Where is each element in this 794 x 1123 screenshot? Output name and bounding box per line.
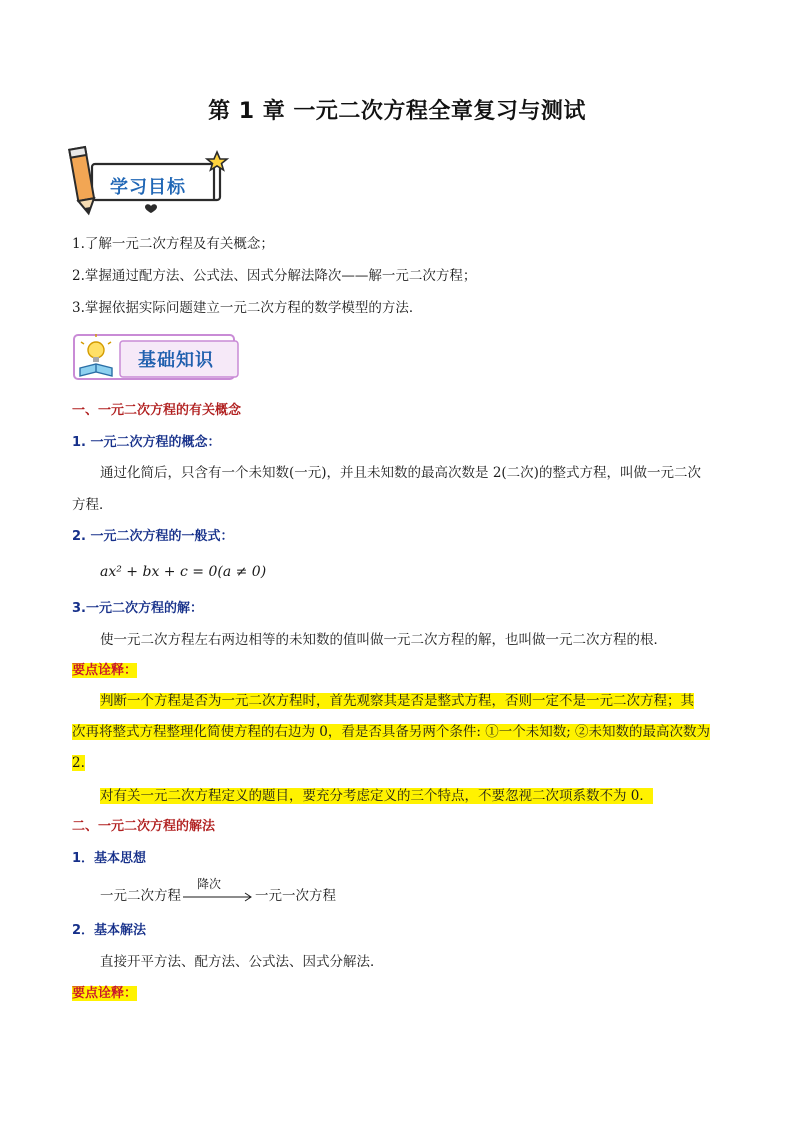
right-arrow-icon (181, 886, 255, 906)
goal-item: 3.掌握依据实际问题建立一元二次方程的数学模型的方法． (72, 300, 423, 316)
subheading (72, 526, 234, 547)
keypoint-line (100, 786, 653, 806)
page-title: 第 1 章 一元二次方程全章复习与测试 (208, 99, 586, 124)
section-heading-text: 二、一元二次方程的解法 (72, 819, 216, 834)
keypoint-label-text: 要点诠释： (72, 663, 138, 678)
paragraph-line: 方程． (72, 497, 113, 513)
reduction-arrow-label: 降次 (197, 877, 222, 891)
keypoint-label-text: 要点诠释： (72, 986, 138, 1001)
subheading (72, 848, 146, 869)
keypoint-line (72, 722, 710, 742)
learning-goals-label: 学习目标 (110, 177, 186, 198)
subheading (72, 432, 221, 453)
goal-item: 1.了解一元二次方程及有关概念； (72, 236, 274, 252)
reduction-from: 一元二次方程 (100, 888, 181, 904)
reduction-arrow (181, 877, 255, 906)
goal-item: 2.掌握通过配方法、公式法、因式分解法降次——解一元二次方程； (72, 268, 477, 284)
keypoint-line (100, 691, 694, 711)
paragraph-line: 使一元二次方程左右两边相等的未知数的值叫做一元二次方程的解，也叫做一元二次方程的根． (100, 632, 667, 648)
keypoint-label (72, 983, 137, 1004)
general-formula: ax² + bx + c = 0(a ≠ 0) (100, 564, 267, 580)
keypoint-line (72, 753, 85, 773)
basic-knowledge-banner (72, 332, 244, 384)
keypoint-label (72, 660, 137, 681)
subheading-text: 2．基本解法 (72, 923, 147, 938)
subheading (72, 920, 146, 941)
keypoint-text: 2. (72, 755, 85, 771)
subheading-text: 1．基本思想 (72, 851, 147, 866)
subheading-text: 1. 一元二次方程的概念： (72, 435, 221, 450)
keypoint-text: 次再将整式方程整理化简使方程的右边为 0，看是否具备另两个条件: ①一个未知数; ②未知数的最高次数为 (72, 724, 711, 740)
keypoint-text: 判断一个方程是否为一元二次方程时，首先观察其是否是整式方程，否则一定不是一元二次方程；其 (100, 693, 694, 709)
paragraph-line: 直接开平方法、配方法、公式法、因式分解法． (100, 954, 384, 970)
section-heading (72, 816, 215, 837)
paragraph-line: 通过化简后，只含有一个未知数(一元)，并且未知数的最高次数是 2(二次)的整式方程，叫做一元二次 (100, 465, 701, 481)
subheading (72, 598, 203, 619)
subheading-text: 3.一元二次方程的解： (72, 601, 203, 616)
section-heading (72, 400, 241, 421)
learning-goals-banner (66, 142, 236, 217)
reduction-to: 一元一次方程 (255, 888, 336, 904)
keypoint-text: 对有关一元二次方程定义的题目，要充分考虑定义的三个特点，不要忽视二次项系数不为 0． (100, 788, 653, 804)
reduction-diagram (100, 877, 336, 906)
section-heading-text: 一、一元二次方程的有关概念 (72, 403, 242, 418)
subheading-text: 2. 一元二次方程的一般式： (72, 529, 234, 544)
basic-knowledge-label: 基础知识 (138, 350, 214, 371)
